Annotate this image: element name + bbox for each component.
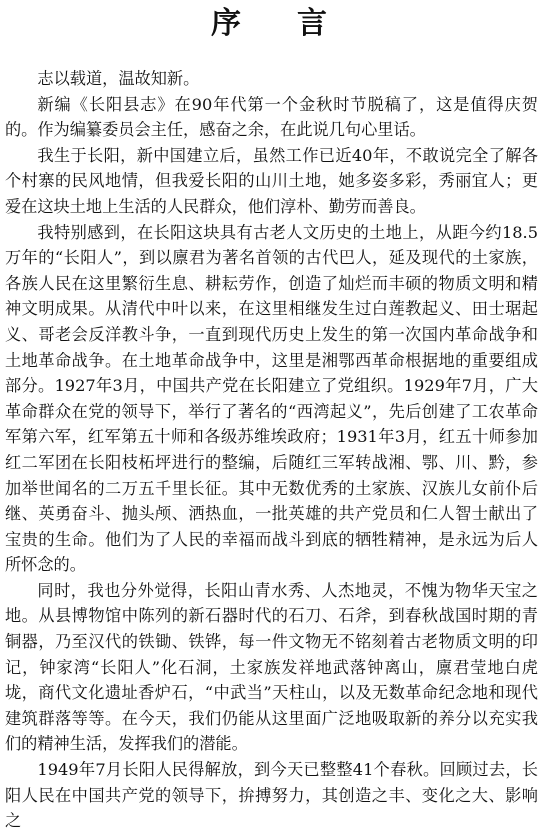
paragraph: 新编《长阳县志》在90年代第一个金秋时节脱稿了，这是值得庆贺的。作为编纂委员会主任，感奋之余，在此说几句心里话。	[5, 94, 538, 140]
body-text	[5, 66, 538, 834]
title-char-1: 序	[211, 6, 241, 41]
paragraph: 志以载道，温故知新。	[37, 69, 200, 88]
paragraph: 我生于长阳，新中国建立后，虽然工作已近40年，不敢说完全了解各个村寨的民风地情，但我爱长阳的山川土地，她多姿多彩，秀丽宜人；更爱在这块土地上生活的人民群众，他们淳朴、勤劳而善良。	[5, 145, 538, 216]
paragraph: 我特别感到，在长阳这块具有古老人文历史的土地上，从距今约18.5万年的“长阳人”，到以廪君为著名首领的古代巴人，延及现代的土家族，各族人民在这里繁衍生息、耕耘劳作，创造了灿烂而丰硕的物质文明和精神文明成果。从清代中叶以来，在这里相继发生过白莲教起义、田士琚起义、哥老会反洋教斗争，一直到现代历史上发生的第一次国内革命战争和土地革命战争。在土地革命战争中，这里是湘鄂西革命根据地的重要组成部分。1927年3月，中国共产党在长阳建立了党组织。1929年7月，广大革命群众在党的领导下，举行了著名的“西湾起义”，先后创建了工农革命军第六军，红军第五十师和各级苏维埃政府；1931年3月，红五十师参加红二军团在长阳枝柘坪进行的整编，后随红三军转战湘、鄂、川、黔，参加举世闻名的二万五千里长征。其中无数优秀的土家族、汉族儿女前仆后继、英勇奋斗、抛头颅、洒热血，一批英雄的共产党员和仁人智士献出了宝贵的生命。他们为了人民的幸福而战斗到底的牺牲精神，是永远为后人所怀念的。	[5, 222, 538, 575]
title-char-2: 言	[297, 6, 327, 41]
paragraph: 同时，我也分外觉得，长阳山青水秀、人杰地灵，不愧为物华天宝之地。从县博物馆中陈列的新石器时代的石刀、石斧，到春秋战国时期的青铜器，乃至汉代的铁锄、铁铧，每一件文物无不铭刻着古老物质文明的印记，钟家湾“长阳人”化石洞，土家族发祥地武落钟离山，廪君莹地白虎垅，商代文化遗址香炉石，“中武当”天柱山，以及无数革命纪念地和现代建筑群落等等。在今天，我们仍能从这里面广泛地吸取新的养分以充实我们的精神生活，发挥我们的潜能。	[5, 580, 538, 754]
paragraph: 1949年7月长阳人民得解放，到今天已整整41个春秋。回顾过去，长阳人民在中国共产党的领导下，拚搏努力，其创造之丰、变化之大、影响之	[5, 760, 538, 831]
